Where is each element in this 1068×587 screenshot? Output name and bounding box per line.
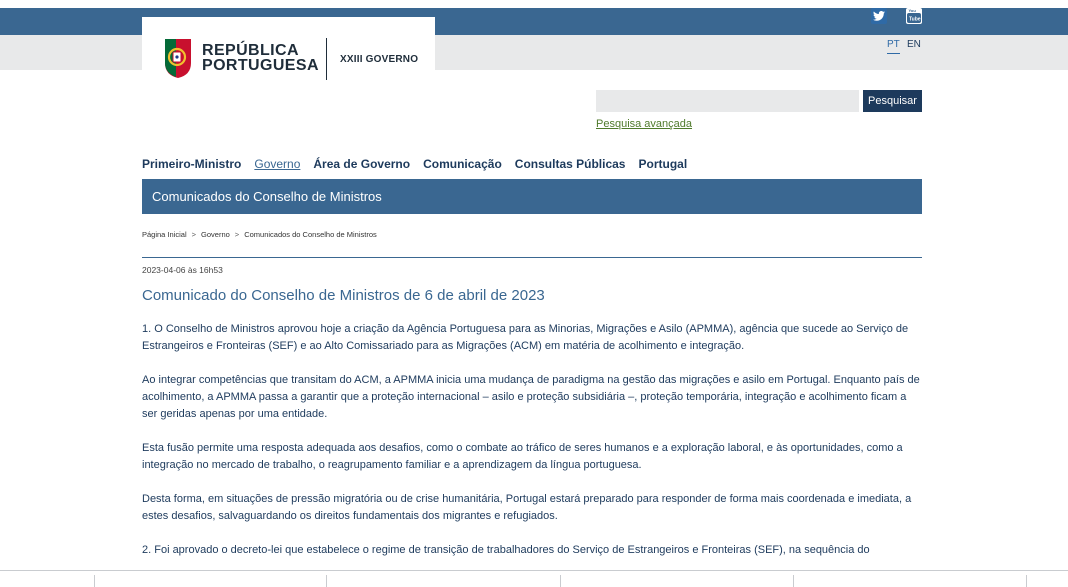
logo-government-label: XXIII GOVERNO (340, 54, 419, 65)
bottom-bar-divider (94, 575, 95, 587)
site-logo[interactable] (142, 17, 435, 88)
breadcrumb-separator: > (234, 230, 240, 239)
twitter-icon[interactable] (871, 8, 887, 24)
svg-text:You: You (908, 8, 916, 13)
bottom-bar-divider (326, 575, 327, 587)
article-paragraph: 1. O Conselho de Ministros aprovou hoje a criação da Agência Portuguesa para as Minorias, Migrações e Asilo (APMMA), agência que sucede ao Serviço de Estrangeiros e Fronteiras (SEF) e ao Alto Comissariado para as Migrações (ACM) em matéria de acolhimento e integração. (142, 323, 909, 352)
nav-item-consultas-publicas[interactable]: Consultas Públicas (514, 157, 626, 171)
content-divider (142, 257, 922, 258)
nav-item-governo[interactable]: Governo (254, 157, 301, 171)
section-title: Comunicados do Conselho de Ministros (152, 189, 382, 204)
article-paragraph: Desta forma, em situações de pressão migratória ou de crise humanitária, Portugal estará preparado para responder de forma mais coordenada e imediata, a estes desafios, salvaguardando os direitos fundamentais dos migrantes e refugiados. (142, 493, 912, 522)
breadcrumb-home[interactable]: Página Inicial (142, 230, 187, 239)
article-body (142, 321, 924, 576)
svg-text:Tube: Tube (909, 16, 921, 23)
bottom-bar-divider (793, 575, 794, 587)
nav-item-primeiro-ministro[interactable]: Primeiro-Ministro (142, 157, 242, 171)
lang-pt-link[interactable]: PT (887, 39, 900, 54)
nav-item-portugal[interactable]: Portugal (638, 157, 688, 171)
logo-wordmark: REPÚBLICA PORTUGUESA (202, 42, 319, 74)
lang-en-link[interactable]: EN (907, 39, 921, 50)
portugal-emblem-icon (163, 37, 193, 79)
breadcrumb (142, 230, 377, 239)
section-title-bar (142, 179, 922, 214)
nav-item-comunicacao[interactable]: Comunicação (423, 157, 502, 171)
breadcrumb-separator: > (191, 230, 197, 239)
article-paragraph: 2. Foi aprovado o decreto-lei que estabelece o regime de transição de trabalhadores do Serviço de Estrangeiros e Fronteiras (SEF), na sequência do (142, 544, 870, 556)
article-date: 2023-04-06 às 16h53 (142, 265, 223, 275)
youtube-icon[interactable] (906, 8, 922, 24)
breadcrumb-governo[interactable]: Governo (201, 230, 230, 239)
breadcrumb-current[interactable]: Comunicados do Conselho de Ministros (244, 230, 377, 239)
logo-divider (326, 38, 327, 80)
bottom-bar (0, 570, 1068, 587)
search-button[interactable]: Pesquisar (863, 90, 922, 112)
advanced-search-link[interactable]: Pesquisa avançada (596, 118, 693, 130)
bottom-bar-divider (1026, 575, 1027, 587)
search-input[interactable] (596, 90, 859, 112)
nav-item-area-de-governo[interactable]: Área de Governo (313, 157, 411, 171)
article-paragraph: Esta fusão permite uma resposta adequada aos desafios, como o combate ao tráfico de seres humanos e a exploração laboral, e às oportunidades, como a integração no mercado de trabalho, o reagrupamento familiar e a aprendizagem da língua portuguesa. (142, 442, 903, 471)
article-title: Comunicado do Conselho de Ministros de 6 de abril de 2023 (142, 287, 545, 304)
main-navigation (142, 157, 700, 171)
bottom-bar-divider (560, 575, 561, 587)
article-paragraph: Ao integrar competências que transitam do ACM, a APMMA inicia uma mudança de paradigma na gestão das migrações e asilo em Portugal. Enquanto país de acolhimento, a APMMA passa a garantir que a proteção internacional – asilo e proteção subsidiária –, proteção temporária, integração e acolhimento ficam a ser geridas apenas por uma entidade. (142, 374, 920, 420)
